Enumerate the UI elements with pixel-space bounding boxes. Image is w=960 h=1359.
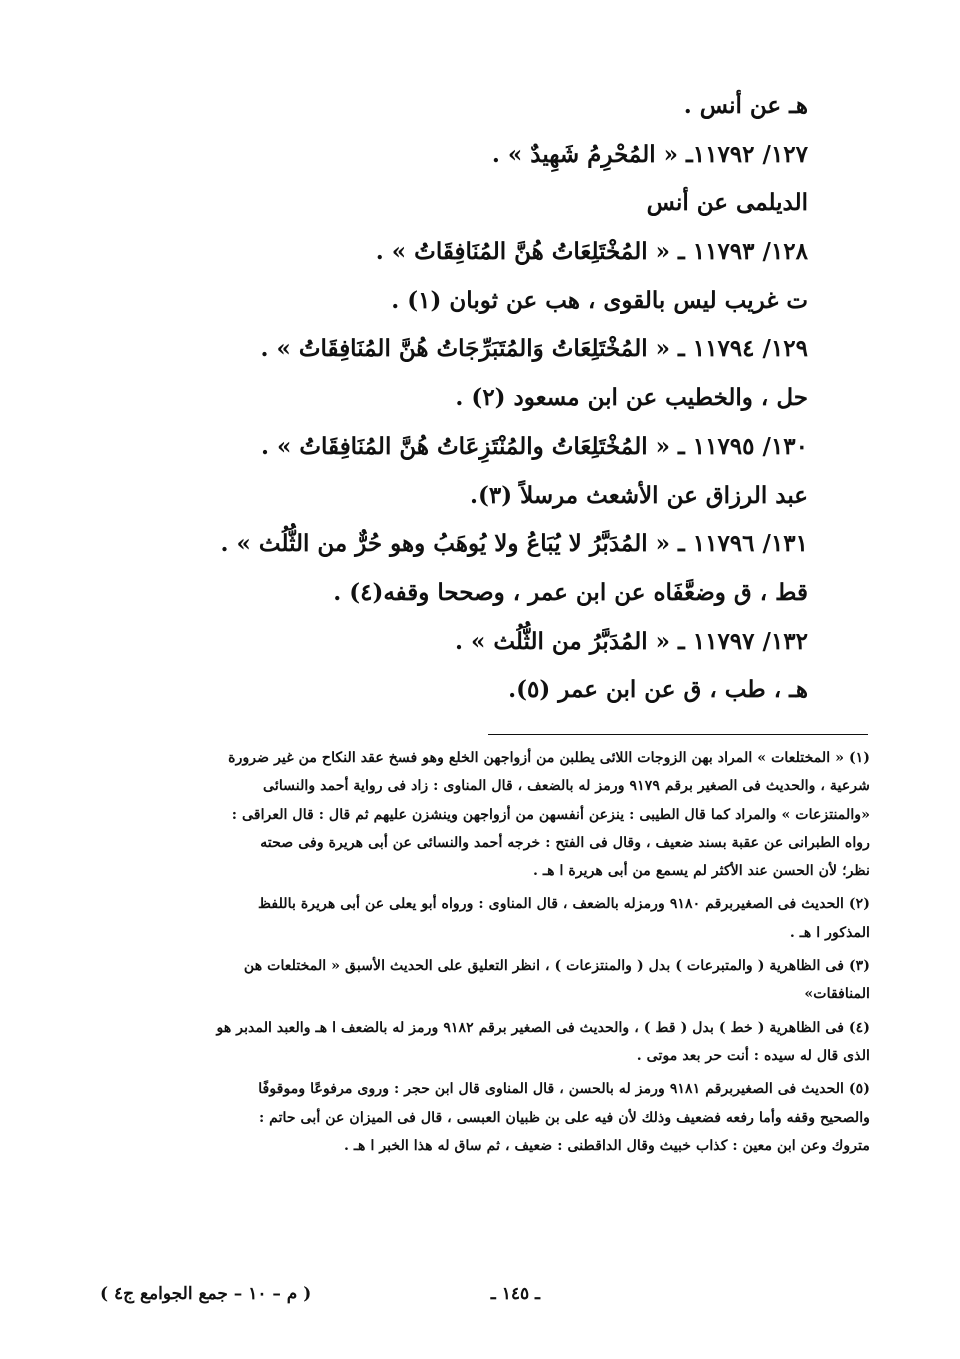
- hadith-entry: ١٣١/ ١١٧٩٦ ـ « المُدَبَّرُ لا يُبَاعُ ولا يُوهَبُ وهو حُرٌّ من الثُّلُث » .: [220, 530, 808, 558]
- footnote-2: [100, 890, 870, 947]
- source-line: عبد الرزاق عن الأشعث مرسلاً (٣).: [469, 481, 808, 509]
- footnote-line: (٥) الحديث فى الصغيربرقم ٩١٨١ ورمز له بالحسن ، قال المناوى قال ابن حجر : وروى مرفوعًا وموقوفًا: [258, 1081, 870, 1098]
- source-line: الديلمى عن أنس: [646, 189, 808, 217]
- footnote-line: رواه الطبرانى عن عقبة بسند ضعيف ، وقال فى الفتح : خرجه أحمد والنسائى عن أبى هريرة وفى صحته: [260, 834, 870, 851]
- hadith-entry: ١٣٠/ ١١٧٩٥ ـ « المُخْتَلِعَاتُ والمُنْتَزِعَاتُ هُنَّ المُنَافِقَاتُ » .: [261, 432, 808, 460]
- footnotes: [100, 744, 870, 1160]
- footnote-1: [100, 744, 870, 885]
- source-line: هـ عن أنس .: [683, 92, 808, 119]
- page-footer: [100, 1278, 540, 1310]
- footnote-line: (٤) فى الظاهرية ( خط ) بدل ( قط ) ، والحديث فى الصغير برقم ٩١٨٢ ورمز له بالضعف ا هـ والعبد المدبر هو: [216, 1019, 870, 1036]
- footnote-line: والصحيح وقفه وأما رفعه فضعيف وذلك لأن فيه على بن ظبيان العبسى ، قال فى الميزان عن أبى حاتم :: [258, 1109, 870, 1126]
- footnote-5: [100, 1075, 870, 1160]
- footnote-separator: [488, 734, 868, 735]
- footnote-line: (٢) الحديث فى الصغيربرقم ٩١٨٠ ورمزله بالضعف ، قال المناوى : ورواه أبو يعلى عن أبى هريرة باللفظ: [257, 896, 870, 913]
- footnote-line: المنافقات»: [804, 986, 870, 1003]
- source-line: ت غريب ليس بالقوى ، هب عن ثوبان (١) .: [391, 286, 808, 314]
- hadith-entry: ١٢٧/ ١١٧٩٢ـ « المُحْرِمُ شَهِيدٌ » .: [491, 140, 808, 168]
- source-line: هـ ، طب ، ق عن ابن عمر (٥).: [508, 676, 808, 704]
- footnote-line: نظر؛ لأن الحسن عند الأكثر لم يسمع من أبى هريرة ا هـ .: [533, 863, 870, 880]
- footnote-line: متروك وعن ابن معين : كذاب خبيث وقال الداقطنى : ضعيف ، ثم ساق له هذا الخبر ا هـ .: [343, 1137, 870, 1154]
- source-line: حل ، والخطيب عن ابن مسعود (٢) .: [455, 384, 808, 412]
- hadith-entry: ١٢٨/ ١١٧٩٣ ـ « المُخْتَلِعَاتُ هُنَّ المُنَافِقَاتُ » .: [375, 238, 808, 266]
- page-number: ـ ١٤٥ ـ: [490, 1284, 540, 1304]
- footnote-line: شرعية ، والحديث فى الصغير برقم ٩١٧٩ ورمز له بالضعف ، قال المناوى : زاد فى رواية أحمد والنسائى: [263, 778, 870, 795]
- footnote-4: [100, 1014, 870, 1071]
- footnote-line: (٣) فى الظاهرية ( والمتبرعات ) بدل ( والمنتزعات ) ، انظر التعليق على الحديث الأسبق « المختلعات هن: [243, 958, 870, 975]
- hadith-entry: ١٣٢/ ١١٧٩٧ ـ « المُدَبَّرُ من الثُّلُث » .: [454, 627, 808, 655]
- printer-signature: ( م – ١٠ – جمع الجوامع ج٤ ): [100, 1284, 312, 1304]
- hadith-text: [108, 82, 808, 715]
- footnote-line: المذكور ا هـ .: [789, 924, 870, 941]
- footnote-line: (١) « المختلعات » المراد بهن الزوجات اللائى يطلبن من أزواجهن الخلع وهو فسخ عقد النكاح من غير ضرورة: [228, 750, 870, 766]
- footnote-line: «والمنتزعات » والمراد كما قال الطيبى : ينزعن أنفسهن من أزواجهن وينشزن عليهم ثم قال : قال العراقى :: [231, 806, 870, 823]
- source-line: قط ، ق وضعَّفَاه عن ابن عمر ، وصححا وقفه(٤) .: [333, 578, 808, 606]
- footnote-line: الذى قال له سيده : أنت حر بعد موتى .: [636, 1047, 870, 1064]
- hadith-entry: ١٢٩/ ١١٧٩٤ ـ « المُخْتَلِعَاتُ وَالمُتَبَرِّجَاتُ هُنَّ المُنَافِقَاتُ » .: [260, 335, 808, 363]
- footnote-3: [100, 952, 870, 1009]
